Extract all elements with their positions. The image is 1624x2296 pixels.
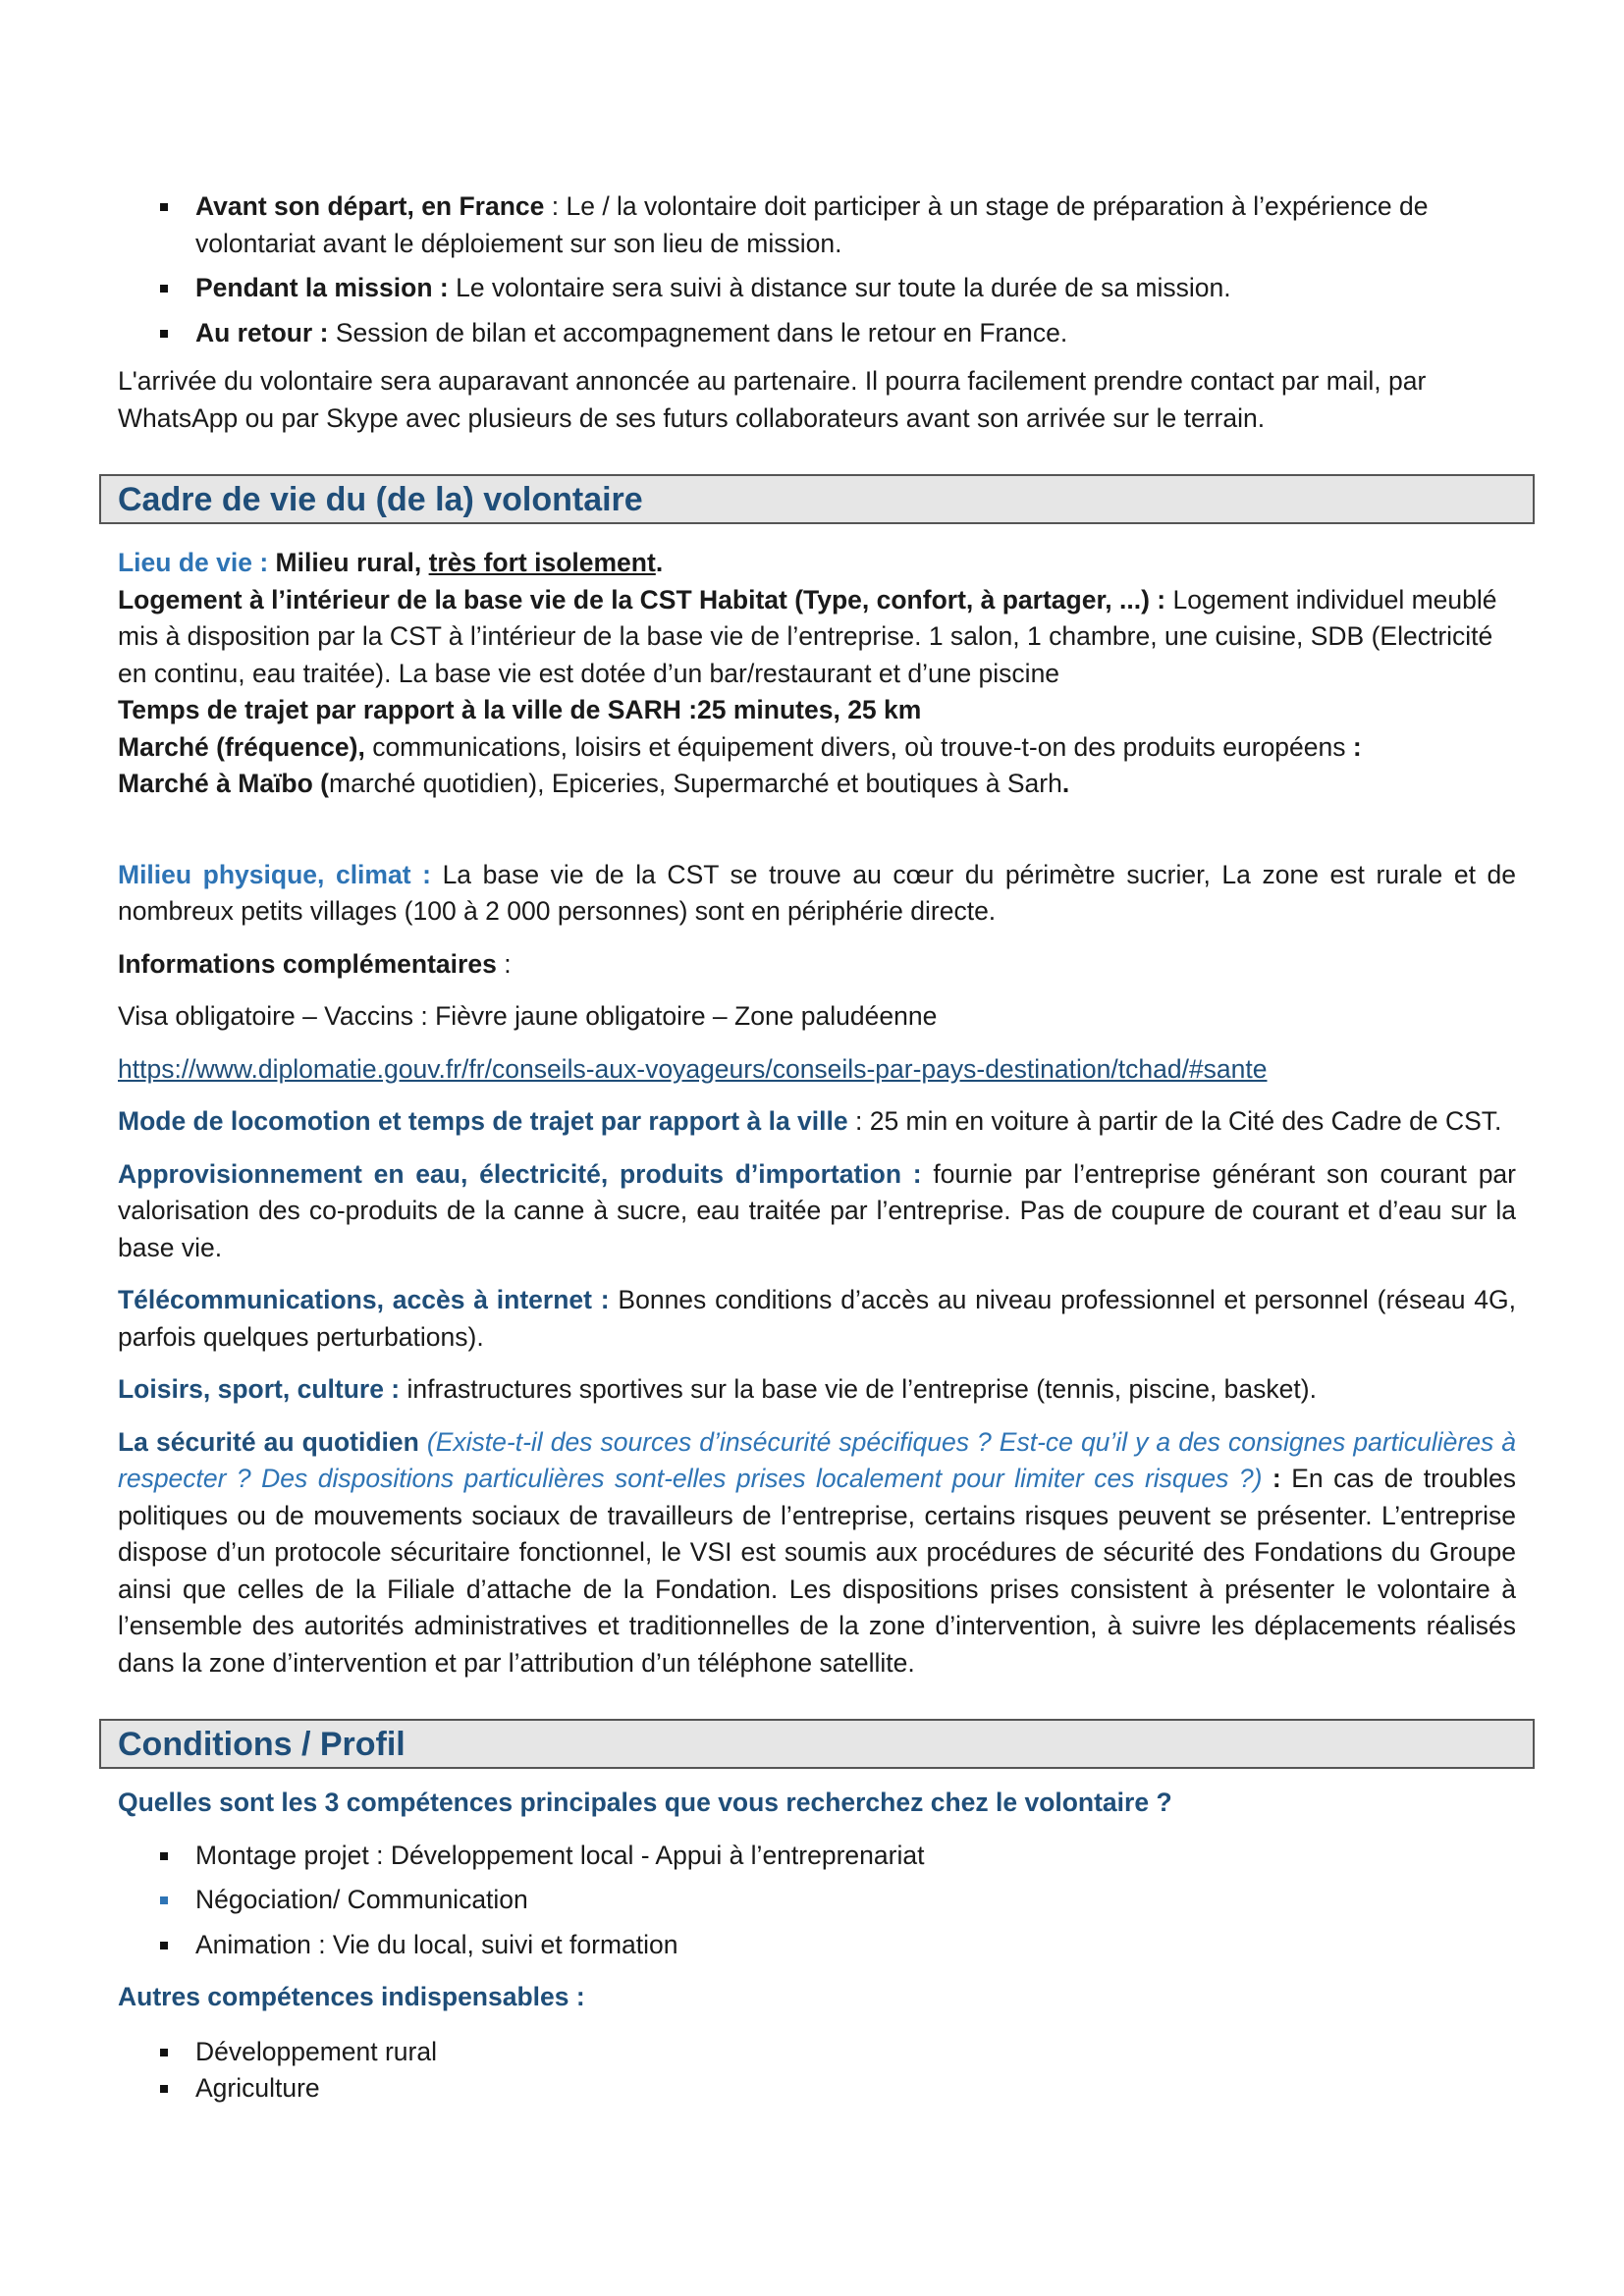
mode-de-locomotion: Mode de locomotion et temps de trajet par rapport à la ville : 25 min en voiture à partir de la Cité des Cadre de CST.	[118, 1106, 1502, 1136]
lieu-de-vie-block	[118, 545, 1516, 803]
list-item: Animation : Vie du local, suivi et formation	[118, 1927, 1516, 1964]
loisirs-sport-culture: Loisirs, sport, culture : infrastructures sportives sur la base vie de l’entreprise (tennis, piscine, basket).	[118, 1374, 1317, 1404]
marche: Marché (fréquence), communications, loisirs et équipement divers, où trouve-t-on des produits européens :	[118, 731, 1362, 762]
document-page	[118, 188, 1516, 2108]
section-title-conditions-profil: Conditions / Profil	[99, 1719, 1535, 1769]
arrival-paragraph: L'arrivée du volontaire sera auparavant annoncée au partenaire. Il pourra facilement prendre contact par mail, par WhatsApp ou par Skype avec plusieurs de ses futurs collaborateurs avant son arrivée sur le terrain.	[118, 366, 1427, 433]
diplomatie-link[interactable]: https://www.diplomatie.gouv.fr/fr/conseils-aux-voyageurs/conseils-par-pays-destination/tchad/#sante	[118, 1053, 1268, 1084]
temps-de-trajet: Temps de trajet par rapport à la ville de SARH :25 minutes, 25 km	[118, 695, 922, 724]
autres-competences-list	[118, 2034, 1516, 2108]
list-item: Développement rural	[118, 2034, 1516, 2071]
intro-bullet-list	[118, 188, 1516, 351]
competences-list	[118, 1838, 1516, 1964]
visa-vaccins: Visa obligatoire – Vaccins : Fièvre jaune obligatoire – Zone paludéenne	[118, 1001, 938, 1031]
competences-question: Quelles sont les 3 compétences principales que vous recherchez chez le volontaire ?	[118, 1788, 1172, 1817]
logement: Logement à l’intérieur de la base vie de la CST Habitat (Type, confort, à partager, ...) : Logement individuel meublé mis à disposition par la CST à l’intérieur de la base vie de l’entreprise. 1 salon, 1 chambre, une cuisine, SDB (Electricité en continu, eau traitée). La base vie est dotée d’un bar/restaurant et d’une piscine	[118, 584, 1497, 688]
autres-competences-label: Autres compétences indispensables :	[118, 1982, 585, 2011]
securite-au-quotidien: La sécurité au quotidien (Existe-t-il des sources d’insécurité spécifiques ? Est-ce qu’il y a des consignes particulières à respecter ? Des dispositions particulières sont-elles prises localement pour limiter ces risques ?) : En cas de troubles politiques ou de mouvements sociaux de travailleurs de l’entreprise, certains risques peuvent se présenter. L’entreprise dispose d’un protocole sécuritaire fonctionnel, le VSI est soumis aux procédures de sécurité des Fondations du Groupe ainsi que celles de la Filiale d’attache de la Fondation. Les dispositions prises consistent à présenter le volontaire à l’ensemble des autorités administratives et traditionnelles de la zone d’intervention, à suivre les déplacements réalisés dans la zone d’intervention et par l’attribution d’un téléphone satellite.	[118, 1426, 1516, 1678]
marche-maibo: Marché à Maïbo (marché quotidien), Epiceries, Supermarché et boutiques à Sarh.	[118, 769, 1070, 798]
list-item: Au retour : Session de bilan et accompagnement dans le retour en France.	[118, 315, 1516, 352]
lieu-de-vie: Lieu de vie : Milieu rural, très fort isolement.	[118, 548, 664, 577]
telecommunications: Télécommunications, accès à internet : Bonnes conditions d’accès au niveau professionnel et personnel (réseau 4G, parfois quelques perturbations).	[118, 1285, 1516, 1352]
milieu-physique: Milieu physique, climat : La base vie de la CST se trouve au cœur du périmètre sucrier, La zone est rurale et de nombreux petits villages (100 à 2 000 personnes) sont en périphérie directe.	[118, 859, 1517, 926]
list-item: Avant son départ, en France : Le / la volontaire doit participer à un stage de préparation à l’expérience de volontariat avant le déploiement sur son lieu de mission.	[118, 188, 1516, 262]
list-item: Négociation/ Communication	[118, 1882, 1516, 1919]
approvisionnement: Approvisionnement en eau, électricité, produits d’importation : fournie par l’entreprise générant son courant par valorisation des co-produits de la canne à sucre, eau traitée par l’entreprise. Pas de coupure de courant et d’eau sur la base vie.	[118, 1158, 1516, 1262]
section-title-cadre-de-vie: Cadre de vie du (de la) volontaire	[99, 474, 1535, 524]
list-item: Montage projet : Développement local - Appui à l’entreprenariat	[118, 1838, 1516, 1875]
list-item: Pendant la mission : Le volontaire sera suivi à distance sur toute la durée de sa mission.	[118, 270, 1516, 307]
informations-complementaires: Informations complémentaires :	[118, 948, 512, 979]
list-item: Agriculture	[118, 2070, 1516, 2108]
